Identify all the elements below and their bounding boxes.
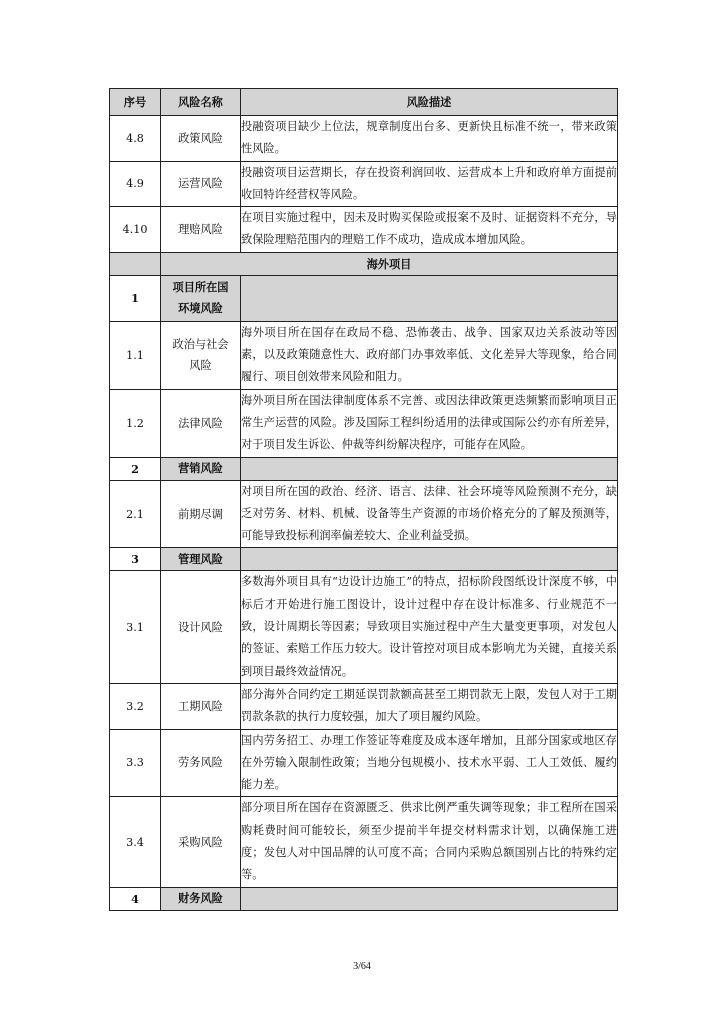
section-row [110, 457, 618, 480]
row-risk-name: 前期尽调 [161, 480, 241, 548]
section-desc-blank [241, 548, 618, 571]
overseas-title-row [110, 252, 618, 275]
row-risk-name: 法律风险 [161, 389, 241, 457]
section-name: 管理风险 [161, 548, 241, 571]
row-risk-desc: 部分项目所在国存在资源匮乏、供求比例严重失调等现象；非工程所在国采购耗费时间可能较长，须至少提前半年提交材料需求计划，以确保施工进度；发包人对中国品牌的认可度不高；合同内采购总额国别占比的特殊约定等。 [241, 797, 618, 887]
table-row [110, 797, 618, 887]
table-row [110, 321, 618, 389]
page-number: 3/64 [353, 961, 371, 972]
row-no: 2.1 [110, 480, 161, 548]
table-row [110, 389, 618, 457]
row-risk-name: 采购风险 [161, 797, 241, 887]
row-risk-desc: 投融资项目缺少上位法，规章制度出台多、更新快且标准不统一，带来政策性风险。 [241, 116, 618, 162]
row-risk-desc: 海外项目所在国法律制度体系不完善、或因法律政策更迭频繁而影响项目正常生产运营的风险。涉及国际工程纠纷适用的法律或国际公约亦有所差异，对于项目发生诉讼、仲裁等纠纷解决程序，可能存在风险。 [241, 389, 618, 457]
row-no: 3.1 [110, 571, 161, 683]
section-row [110, 275, 618, 321]
header-risk-desc: 风险描述 [241, 89, 618, 116]
section-no: 3 [110, 548, 161, 571]
section-desc-blank [241, 887, 618, 910]
row-risk-desc: 多数海外项目具有“边设计边施工”的特点，招标阶段图纸设计深度不够，中标后才开始进行施工图设计，设计过程中存在设计标准多、行业规范不一致，设计周期长等因素；导致项目实施过程中产生大量变更事项，对发包人的签证、索赔工作压力较大。设计管控对项目成本影响尤为关键，直接关系到项目最终效益情况。 [241, 571, 618, 683]
row-risk-name: 政治与社会风险 [161, 321, 241, 389]
row-no: 3.4 [110, 797, 161, 887]
row-risk-desc: 在项目实施过程中，因未及时购买保险或报案不及时、证据资料不充分，导致保险理赔范围内的理赔工作不成功，造成成本增加风险。 [241, 207, 618, 253]
section-name: 财务风险 [161, 887, 241, 910]
section-desc-blank [241, 457, 618, 480]
section-name: 营销风险 [161, 457, 241, 480]
section-name: 项目所在国环境风险 [161, 275, 241, 321]
header-no: 序号 [110, 89, 161, 116]
row-risk-name: 运营风险 [161, 161, 241, 207]
row-risk-desc: 部分海外合同约定工期延误罚款额高甚至工期罚款无上限，发包人对于工期罚款条款的执行力度较强，加大了项目履约风险。 [241, 683, 618, 729]
row-risk-desc: 国内劳务招工、办理工作签证等难度及成本逐年增加，且部分国家或地区存在外劳输入限制性政策；当地分包规模小、技术水平弱、工人工效低、履约能力差。 [241, 729, 618, 797]
row-risk-name: 理赔风险 [161, 207, 241, 253]
row-no: 3.3 [110, 729, 161, 797]
table-row [110, 161, 618, 207]
section-desc-blank [241, 275, 618, 321]
row-risk-desc: 投融资项目运营期长，存在投资利润回收、运营成本上升和政府单方面提前收回特许经营权等风险。 [241, 161, 618, 207]
table-row [110, 683, 618, 729]
row-no: 4.9 [110, 161, 161, 207]
table-header-row [110, 89, 618, 116]
table-row [110, 571, 618, 683]
row-risk-name: 政策风险 [161, 116, 241, 162]
row-risk-name: 设计风险 [161, 571, 241, 683]
row-no: 1.1 [110, 321, 161, 389]
row-risk-desc: 对项目所在国的政治、经济、语言、法律、社会环境等风险预测不充分，缺乏对劳务、材料、机械、设备等生产资源的市场价格充分的了解及预测等，可能导致投标利润率偏差较大、企业利益受损。 [241, 480, 618, 548]
table-row [110, 729, 618, 797]
row-no: 3.2 [110, 683, 161, 729]
overseas-title: 海外项目 [161, 252, 618, 275]
row-no: 4.10 [110, 207, 161, 253]
section-row [110, 548, 618, 571]
row-risk-name: 劳务风险 [161, 729, 241, 797]
row-risk-name: 工期风险 [161, 683, 241, 729]
section-no: 2 [110, 457, 161, 480]
row-risk-desc: 海外项目所在国存在政局不稳、恐怖袭击、战争、国家双边关系波动等因素，以及政策随意性大、政府部门办事效率低、文化差异大等现象，给合同履行、项目创效带来风险和阻力。 [241, 321, 618, 389]
section-no: 4 [110, 887, 161, 910]
table-row [110, 480, 618, 548]
section-row [110, 887, 618, 910]
section-no: 1 [110, 275, 161, 321]
row-no: 1.2 [110, 389, 161, 457]
header-risk-name: 风险名称 [161, 89, 241, 116]
risk-table [109, 88, 618, 911]
table-row [110, 116, 618, 162]
table-row [110, 207, 618, 253]
row-no: 4.8 [110, 116, 161, 162]
overseas-blank-cell [110, 252, 161, 275]
